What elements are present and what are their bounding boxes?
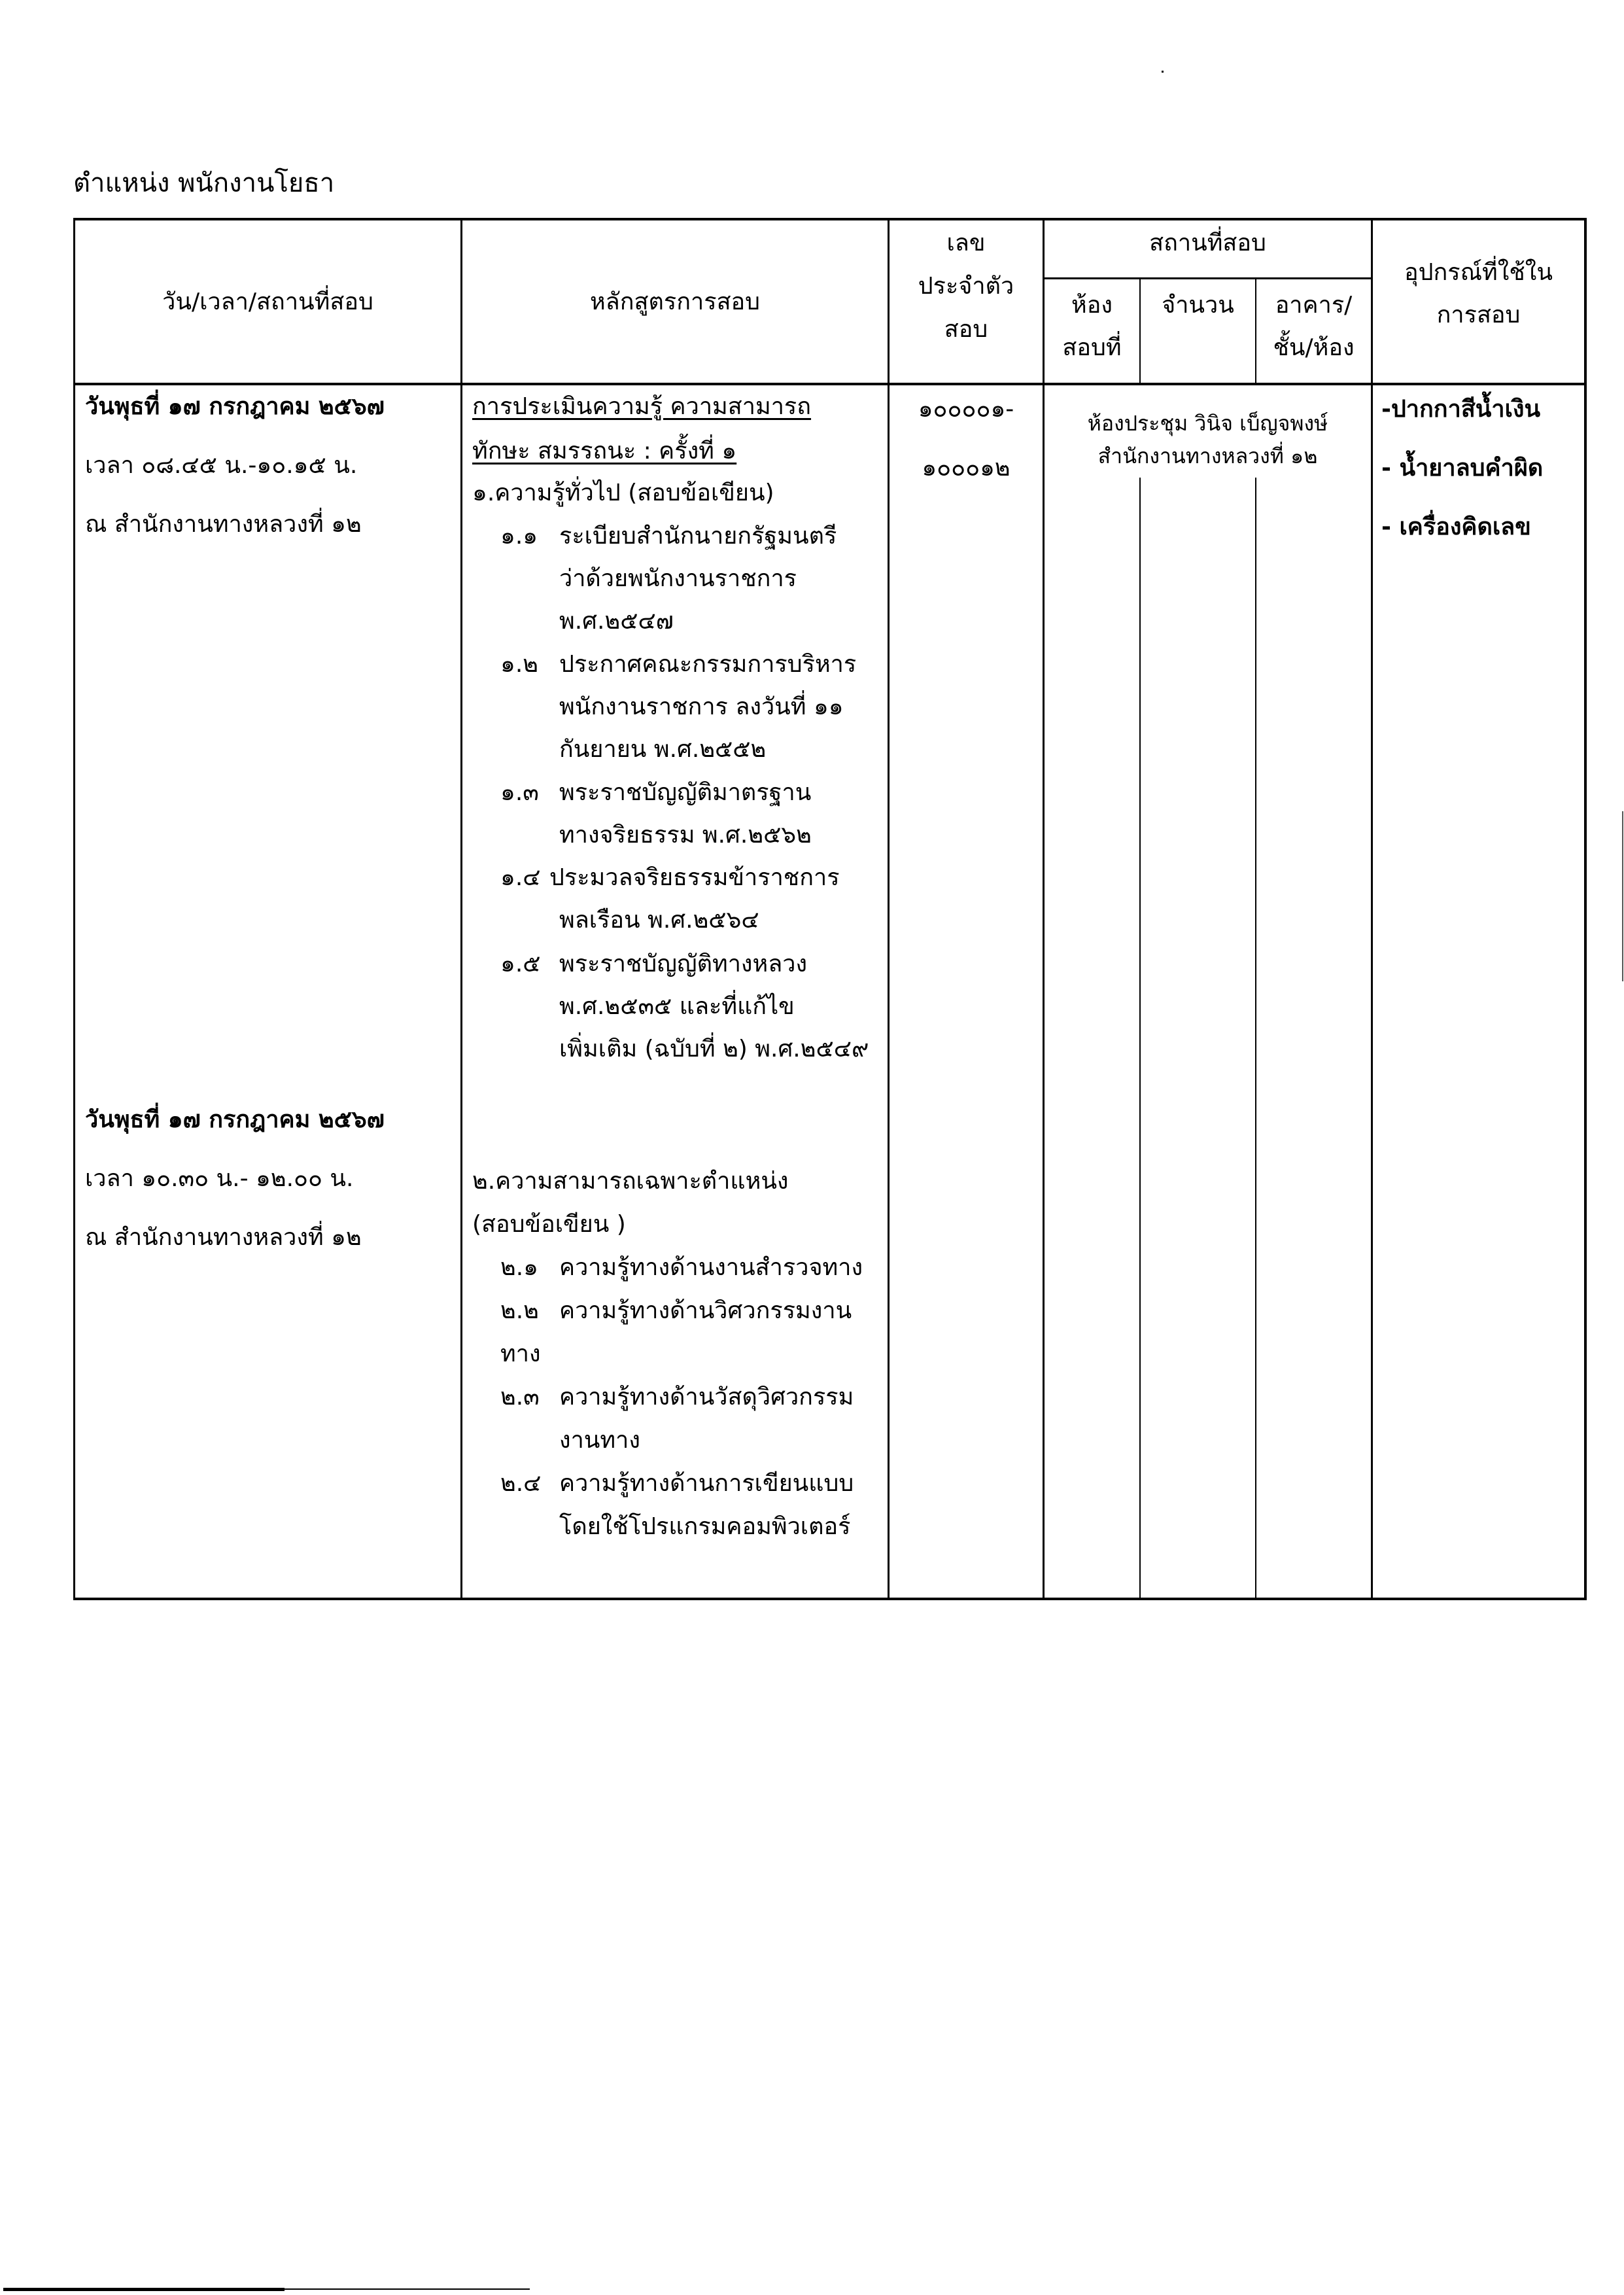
footnote-rule-thin — [285, 2288, 530, 2290]
item-1-1-line1: ระเบียบสำนักนายกรัฐมนตรี — [559, 523, 837, 550]
header-exam-venue: สถานที่สอบ — [1149, 230, 1266, 256]
item-2-3-number: ๒.๓ — [500, 1384, 540, 1410]
table-right-border — [1584, 218, 1587, 1600]
item-2-2-number: ๒.๒ — [500, 1297, 539, 1324]
page-heading: ตำแหน่ง พนักงานโยธา — [73, 168, 335, 198]
header-room-line2: สอบที่ — [1062, 334, 1122, 361]
item-1-4-number: ๑.๔ — [500, 864, 541, 891]
item-1-1-number: ๑.๑ — [500, 523, 538, 550]
item-2-3-line1: ความรู้ทางด้านวัสดุวิศวกรรม — [559, 1384, 854, 1410]
item-1-3-line1: พระราชบัญญัติมาตรฐาน — [559, 779, 812, 806]
scan-edge-mark — [1622, 811, 1623, 981]
item-1-2-line2: พนักงานราชการ ลงวันที่ ๑๑ — [559, 693, 844, 720]
session-1-place: ณ สำนักงานทางหลวงที่ ๑๒ — [85, 511, 362, 538]
equipment-item-pen: -ปากกาสีน้ำเงิน — [1381, 396, 1541, 423]
item-1-5-line1: พระราชบัญญัติทางหลวง — [559, 951, 808, 977]
item-2-4-line2: โดยใช้โปรแกรมคอมพิวเตอร์ — [559, 1513, 851, 1540]
item-1-5-line3: เพิ่มเติม (ฉบับที่ ๒) พ.ศ.๒๕๔๙ — [559, 1036, 869, 1062]
item-1-4-line1: ประมวลจริยธรรมข้าราชการ — [549, 864, 840, 891]
header-count: จำนวน — [1162, 292, 1234, 319]
curriculum-title-line1: การประเมินความรู้ ความสามารถ — [472, 393, 812, 420]
session-2-date: วันพุธที่ ๑๗ กรกฎาคม ๒๕๖๗ — [85, 1106, 385, 1133]
header-bottom-border — [73, 383, 1587, 385]
header-room-line1: ห้อง — [1071, 292, 1113, 319]
item-1-3-line2: ทางจริยธรรม พ.ศ.๒๕๖๒ — [559, 822, 812, 849]
item-1-5-number: ๑.๕ — [500, 951, 541, 977]
header-datetime-place: วัน/เวลา/สถานที่สอบ — [162, 289, 373, 315]
item-2-4-line1: ความรู้ทางด้านการเขียนแบบ — [559, 1470, 854, 1497]
header-exam-id-line3: สอบ — [944, 316, 988, 343]
footnote-rule-thick — [3, 2288, 285, 2291]
item-1-2-number: ๑.๒ — [500, 651, 539, 678]
session-1-time: เวลา ๐๘.๔๕ น.-๑๐.๑๕ น. — [85, 452, 358, 479]
equipment-item-calculator: - เครื่องคิดเลข — [1381, 514, 1531, 540]
col-divider-4 — [1139, 478, 1141, 1599]
venue-subheader-divider — [1043, 277, 1372, 279]
curriculum-title-line2: ทักษะ สมรรถนะ : ครั้งที่ ๑ — [472, 438, 737, 464]
item-1-3-number: ๑.๓ — [500, 779, 539, 806]
col-divider-6 — [1371, 218, 1373, 1600]
col-divider-5 — [1255, 478, 1256, 1599]
venue-office: สำนักงานทางหลวงที่ ๑๒ — [1045, 442, 1371, 470]
part2-label-line2: (สอบข้อเขียน ) — [472, 1211, 626, 1238]
header-exam-id-line1: เลข — [946, 230, 986, 256]
part1-label: ๑.ความรู้ทั่วไป (สอบข้อเขียน) — [472, 480, 774, 506]
item-1-4-line2: พลเรือน พ.ศ.๒๕๖๔ — [559, 907, 759, 934]
header-exam-id-line2: ประจำตัว — [918, 273, 1014, 300]
item-1-1-line3: พ.ศ.๒๕๔๗ — [559, 608, 674, 635]
header-building-line1: อาคาร/ — [1275, 292, 1353, 319]
item-2-1-line1: ความรู้ทางด้านงานสำรวจทาง — [559, 1254, 863, 1281]
col-divider-2 — [888, 218, 890, 1600]
header-equipment-line1: อุปกรณ์ที่ใช้ใน — [1404, 259, 1553, 286]
item-2-2-line2: ทาง — [500, 1340, 541, 1367]
item-1-5-line2: พ.ศ.๒๕๓๕ และที่แก้ไข — [559, 993, 795, 1020]
session-2-time: เวลา ๑๐.๓๐ น.- ๑๒.๐๐ น. — [85, 1165, 354, 1192]
scan-dot — [1162, 71, 1164, 73]
session-2-place: ณ สำนักงานทางหลวงที่ ๑๒ — [85, 1224, 362, 1251]
exam-id-start: ๑๐๐๐๐๑- — [918, 396, 1014, 423]
col-divider-1 — [460, 218, 462, 1600]
header-building-line2: ชั้น/ห้อง — [1273, 334, 1355, 361]
table-top-border — [73, 218, 1587, 220]
item-2-1-number: ๒.๑ — [500, 1254, 539, 1281]
session-1-date: วันพุธที่ ๑๗ กรกฎาคม ๒๕๖๗ — [85, 393, 385, 420]
item-1-2-line1: ประกาศคณะกรรมการบริหาร — [559, 651, 857, 678]
header-equipment-line2: การสอบ — [1436, 302, 1521, 328]
item-1-1-line2: ว่าด้วยพนักงานราชการ — [559, 565, 797, 592]
table-left-border — [73, 218, 75, 1600]
item-1-2-line3: กันยายน พ.ศ.๒๕๕๒ — [559, 736, 767, 763]
header-curriculum: หลักสูตรการสอบ — [589, 289, 761, 315]
venue-room-name: ห้องประชุม วินิจ เบ็ญจพงษ์ — [1045, 409, 1371, 438]
item-2-3-line2: งานทาง — [559, 1427, 640, 1454]
item-2-2-line1: ความรู้ทางด้านวิศวกรรมงาน — [559, 1297, 852, 1324]
equipment-item-correction-fluid: - น้ำยาลบคำผิด — [1381, 455, 1544, 482]
table-bottom-border — [73, 1598, 1587, 1600]
part2-label-line1: ๒.ความสามารถเฉพาะตำแหน่ง — [472, 1168, 789, 1195]
item-2-4-number: ๒.๔ — [500, 1470, 542, 1497]
exam-id-end: ๑๐๐๐๑๒ — [922, 455, 1011, 482]
